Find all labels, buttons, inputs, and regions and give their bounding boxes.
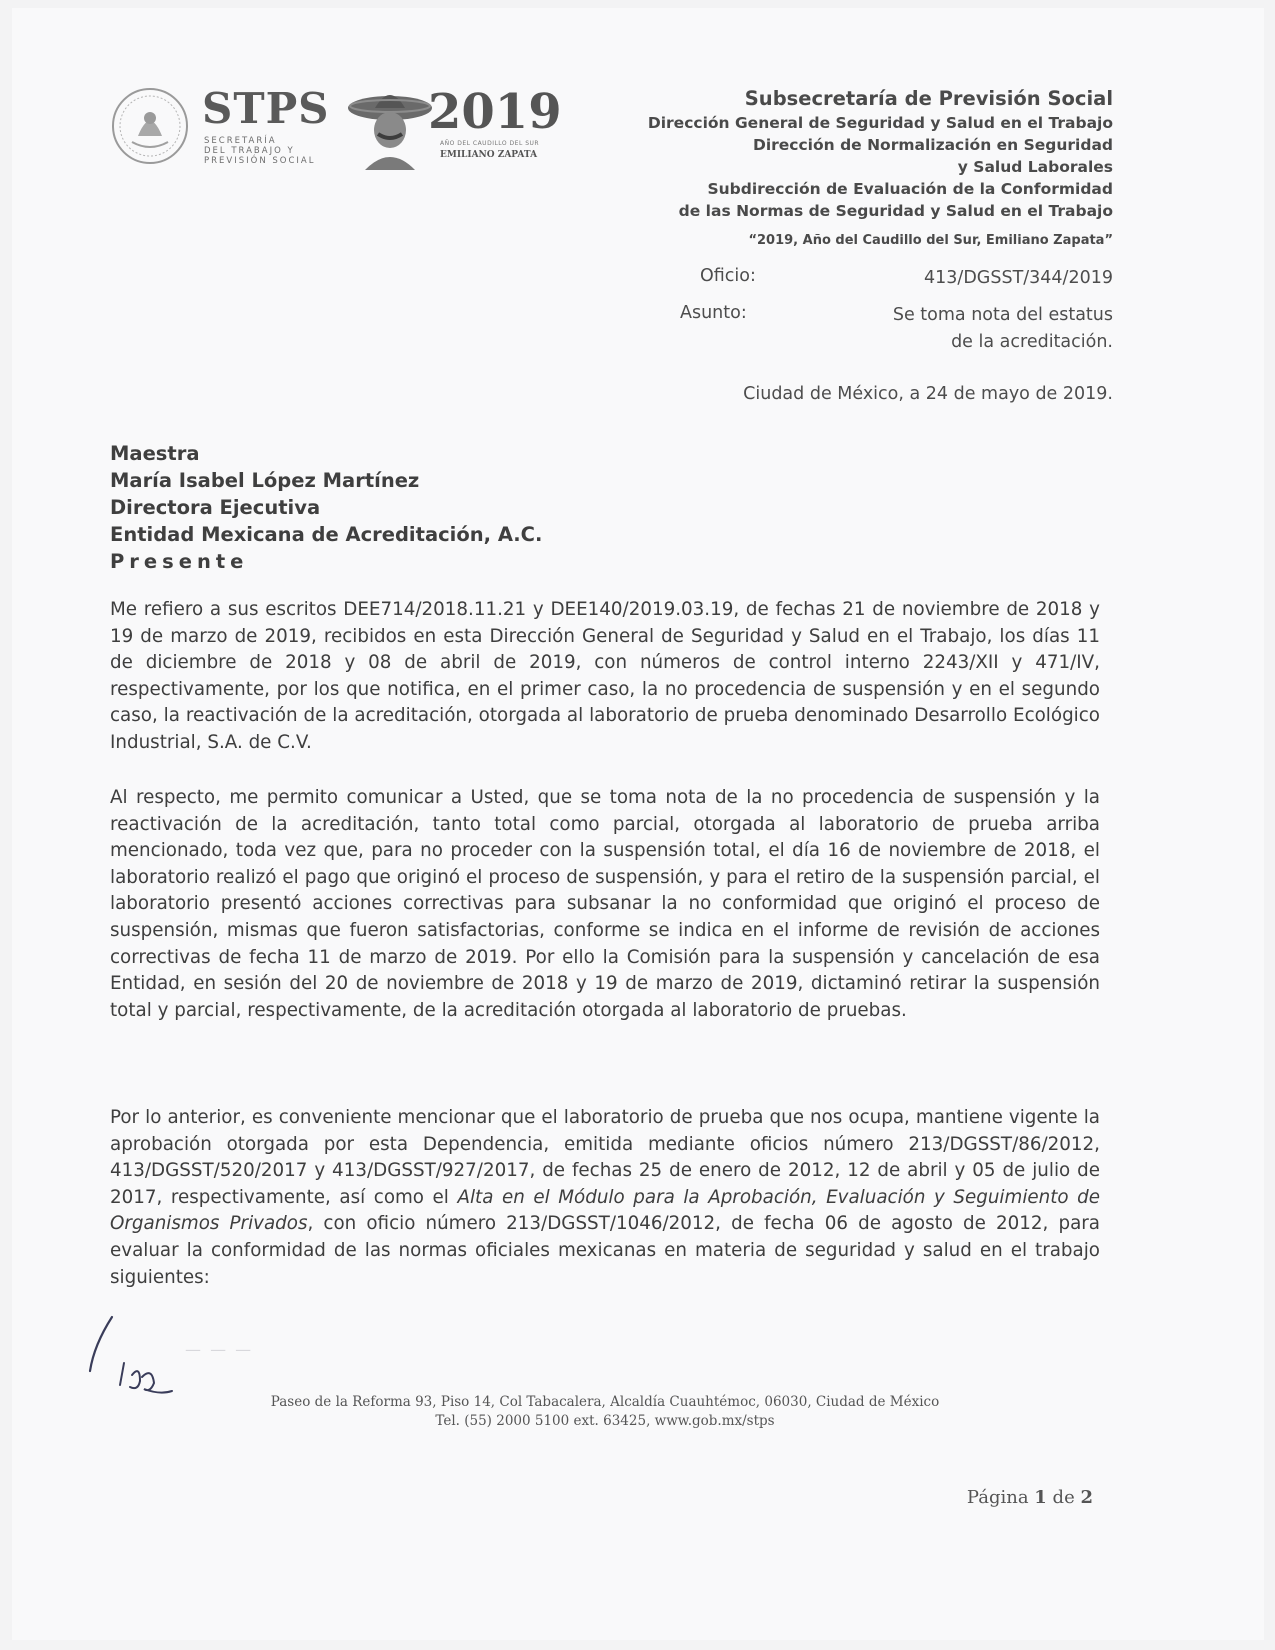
year-logo: 2019 <box>428 84 562 140</box>
addressee-organization: Entidad Mexicana de Acreditación, A.C. <box>110 523 543 546</box>
page-number: Página 1 de 2 <box>966 1487 1093 1508</box>
year-caption: AÑO DEL CAUDILLO DEL SUR <box>440 140 540 147</box>
oficio-label: Oficio: <box>700 266 756 286</box>
addressee-block <box>110 440 542 575</box>
footer <box>180 1393 1030 1431</box>
emiliano-zapata-portrait-icon <box>345 84 435 170</box>
agency-acronym: STPS <box>202 84 330 133</box>
department-line: Subsecretaría de Previsión Social <box>744 87 1113 110</box>
asunto-label: Asunto: <box>680 303 747 323</box>
faint-stamp-mark: — — — <box>185 1340 254 1359</box>
addressee-title: Maestra <box>110 442 200 465</box>
addressee-position: Directora Ejecutiva <box>110 496 321 519</box>
department-line: Dirección General de Seguridad y Salud en el Trabajo <box>647 114 1113 132</box>
addressee-name: María Isabel López Martínez <box>110 469 420 492</box>
year-name: EMILIANO ZAPATA <box>440 150 538 160</box>
module-name: Alta en el Módulo para la Aprobación, Evaluación y Seguimiento de Organismos Privados <box>110 1186 1101 1235</box>
department-line: Subdirección de Evaluación de la Conformidad <box>707 180 1113 198</box>
greeting: Presente <box>110 550 249 573</box>
oficio-value: 413/DGSST/344/2019 <box>924 268 1113 288</box>
place-and-date: Ciudad de México, a 24 de mayo de 2019. <box>743 384 1113 404</box>
letterhead-logos <box>110 78 580 178</box>
footer-contact: Tel. (55) 2000 5100 ext. 63425, www.gob.mx/stps <box>435 1413 775 1429</box>
body-paragraph-2: Al respecto, me permito comunicar a Usted, que se toma nota de la no procedencia de suspensión y la reactivación de la acreditación, tanto total como parcial, otorgada al laboratorio de prueba arriba mencionado, toda vez que, para no proceder con la suspensión total, el día 16 de noviembre de 2018, el laboratorio realizó el pago que originó el proceso de suspensión, y para el retiro de la suspensión parcial, el laboratorio presentó acciones correctivas para subsanar la no conformidad que originó el proceso de suspensión, mismas que fueron satisfactorias, conforme se indica en el informe de revisión de acciones correctivas de fecha 11 de marzo de 2019. Por ello la Comisión para la suspensión y cancelación de esa Entidad, en sesión del 20 de noviembre de 2018 y 19 de marzo de 2019, dictaminó retirar la suspensión total y parcial, respectivamente, de la acreditación otorgada al laboratorio de pruebas. <box>110 787 1100 1021</box>
department-block <box>648 86 1113 222</box>
body-paragraph-3: Por lo anterior, es conveniente mencionar que el laboratorio de prueba que nos ocupa, mantiene vigente la aprobación otorgada por esta Dependencia, emitida mediante oficios número 213/DGSST/86/2012, 413/DGSST/520/2017 y 413/DGSST/927/2017, de fechas 25 de enero de 2012, 12 de abril y 05 de julio de 2017, respectivamente, así como el Alta en el Módulo para la Aprobación, Evaluación y Seguimiento de Organismos Privados, con oficio número 213/DGSST/1046/2012, de fecha 06 de agosto de 2012, para evaluar la conformidad de las normas oficiales mexicanas en materia de seguridad y salud en el trabajo siguientes: <box>110 1107 1101 1288</box>
asunto-value: Se toma nota del estatus de la acreditación. <box>892 305 1113 352</box>
footer-address: Paseo de la Reforma 93, Piso 14, Col Tabacalera, Alcaldía Cuauhtémoc, 06030, Ciudad de México <box>270 1394 940 1410</box>
body-paragraph-1: Me refiero a sus escritos DEE714/2018.11.21 y DEE140/2019.03.19, de fechas 21 de noviembre de 2018 y 19 de marzo de 2019, recibidos en esta Dirección General de Seguridad y Salud en el Trabajo, los días 11 de diciembre de 2018 y 08 de abril de 2019, con números de control interno 2243/XII y 471/IV, respectivamente, por los que notifica, en el primer caso, la no procedencia de suspensión y en el segundo caso, la reactivación de la acreditación, otorgada al laboratorio de prueba denominado Desarrollo Ecológico Industrial, S.A. de C.V. <box>110 599 1100 753</box>
handwritten-initial-mark <box>80 1305 190 1405</box>
department-line: Dirección de Normalización en Seguridad <box>752 136 1113 154</box>
year-motto: “2019, Año del Caudillo del Sur, Emiliano Zapata” <box>748 233 1113 248</box>
department-line: y Salud Laborales <box>957 158 1113 176</box>
national-seal-icon <box>110 86 190 166</box>
department-line: de las Normas de Seguridad y Salud en el Trabajo <box>678 202 1113 220</box>
agency-name: SECRETARÍA DEL TRABAJO Y PREVISIÓN SOCIAL <box>204 136 316 166</box>
